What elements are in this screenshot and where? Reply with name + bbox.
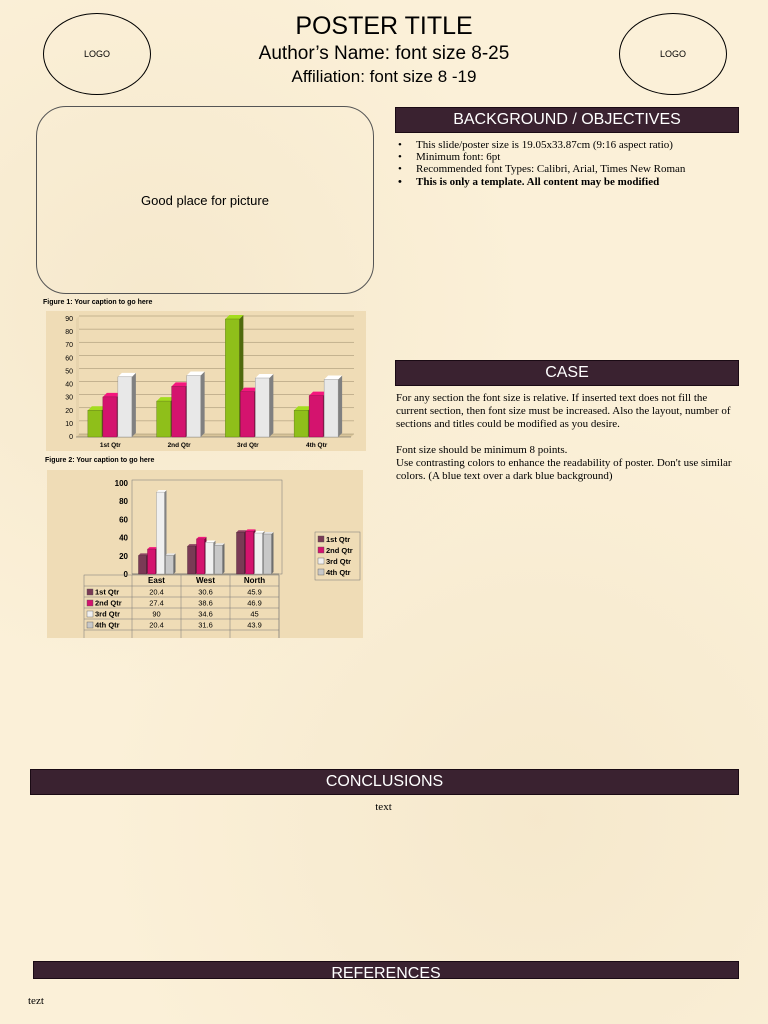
chart-data-label: 46.9 [247,598,262,608]
chart-legend-swatch [318,547,324,553]
chart-y-tick-label: 60 [65,355,73,363]
figure-2-caption: Figure 2: Your caption to go here [45,457,155,464]
background-header [395,107,739,133]
chart-y-tick-label: 40 [119,533,128,543]
chart-bar [246,531,254,574]
references-title: REFERENCES [331,965,441,979]
chart-bar [103,397,117,437]
chart-data-label: 27.4 [149,598,164,608]
chart-bar-side [223,543,225,574]
chart-y-tick-label: 80 [65,329,73,337]
chart-legend-swatch [318,536,324,542]
chart-y-tick-label: 70 [65,342,73,350]
chart-bar [172,386,186,437]
chart-x-tick-label: East [148,576,165,585]
chart-y-tick-label: 0 [123,570,128,579]
chart-bar [157,492,165,574]
chart-bar [166,555,174,574]
chart-bar [157,401,171,437]
chart-side-wall [76,316,79,437]
background-title: BACKGROUND / OBJECTIVES [453,111,681,128]
chart-bar-side [338,375,342,437]
chart-y-tick-label: 80 [119,497,128,507]
background-bullets [396,139,741,188]
poster-title: POSTER TITLE [295,12,473,40]
chart-data-label: 31.6 [198,620,213,630]
chart-y-tick-label: 50 [65,368,73,376]
chart-2-svg [47,470,363,638]
poster-header [160,10,608,88]
chart-y-tick-label: 20 [65,407,73,415]
logo-left-label: LOGO [83,49,110,59]
case-paragraph-1: For any section the font size is relative. If inserted text does not fill the current section, then font size must be increased. Also the layout, number of sections and titles could be modified as you desire. [396,392,731,430]
chart-legend-swatch [318,558,324,564]
figure-1-chart [46,311,366,451]
figure-2-chart [47,470,363,638]
bullet-item: • Recommended font Types: Calibri, Arial, Times New Roman [396,163,741,175]
chart-bar [188,546,196,574]
chart-bar [309,396,323,437]
chart-table-swatch [87,622,93,628]
chart-data-label: 38.6 [198,598,213,608]
chart-y-tick-label: 60 [119,515,128,525]
bullet-item: • This is only a template. All content may be modified [396,176,741,188]
case-body [396,392,741,483]
chart-bar-side [132,373,136,437]
chart-legend-label: 1st Qtr [326,535,351,544]
chart-legend-label: 4th Qtr [326,568,351,577]
chart-data-label: 34.6 [198,609,213,619]
chart-legend-label: 3rd Qtr [326,557,352,566]
chart-table-series-label: 1st Qtr [95,587,120,597]
chart-bar [139,555,147,574]
references-text: tezt [28,995,44,1007]
chart-bar-side [269,374,273,437]
chart-y-tick-label: 30 [65,394,73,402]
chart-bar [255,378,269,437]
chart-legend-swatch [318,569,324,575]
case-paragraph-2b: Use contrasting colors to enhance the readability of poster. Don't use similar colors. (A blue text over a dark blue background) [396,457,732,482]
references-header [33,961,739,979]
chart-table-swatch [87,611,93,617]
chart-data-label: 90 [152,609,161,619]
picture-placeholder [36,106,374,294]
conclusions-text: text [375,801,392,813]
chart-1-svg [46,311,366,451]
chart-bar [206,543,214,574]
chart-data-label: 43.9 [247,620,262,630]
case-title: CASE [545,364,589,381]
conclusions-header [30,769,739,795]
chart-data-label: 30.6 [198,587,213,597]
affiliation: Affiliation: font size 8 -19 [291,67,477,86]
conclusions-title: CONCLUSIONS [325,773,444,790]
chart-data-label: 45 [250,609,259,619]
chart-y-tick-label: 40 [65,381,73,389]
case-paragraph-2a: Font size should be minimum 8 points. [396,444,568,456]
chart-bar [294,410,308,437]
chart-bar-side [201,372,205,437]
bullet-item: • This slide/poster size is 19.05x33.87cm (9:16 aspect ratio) [396,139,741,151]
bullet-item: • Minimum font: 6pt [396,151,741,163]
chart-bar [197,539,205,574]
chart-bar [237,532,245,574]
chart-bar [324,379,338,437]
case-header [395,360,739,386]
chart-table-series-label: 4th Qtr [95,620,120,630]
chart-bar-side [272,532,274,574]
logo-right [619,13,727,95]
chart-data-label: 20.4 [149,587,164,597]
chart-x-tick-label: North [243,576,266,585]
chart-y-tick-label: 20 [119,551,128,561]
logo-left [43,13,151,95]
picture-placeholder-label: Good place for picture [141,192,269,208]
chart-bar [148,549,156,574]
chart-y-tick-label: 10 [65,420,73,428]
chart-bar-side [174,553,176,574]
chart-bar [118,377,132,437]
chart-data-label: 45.9 [247,587,262,597]
chart-bar [187,376,201,437]
chart-bar [88,410,102,437]
chart-table-series-label: 3rd Qtr [95,609,121,619]
chart-bar [255,533,263,574]
chart-bar [215,545,223,574]
author-name: Author’s Name: font size 8-25 [258,43,510,64]
chart-x-tick-label: 1st Qtr [99,442,121,449]
chart-table-swatch [87,589,93,595]
chart-y-tick-label: 0 [69,434,73,441]
chart-bar [264,534,272,574]
chart-table-swatch [87,600,93,606]
logo-right-label: LOGO [659,49,686,59]
chart-x-tick-label: 4th Qtr [305,442,328,449]
chart-x-tick-label: 3rd Qtr [237,442,259,449]
figure-1-caption: Figure 1: Your caption to go here [43,299,153,306]
chart-y-tick-label: 100 [114,479,128,488]
chart-x-tick-label: 2nd Qtr [167,442,191,449]
chart-x-tick-label: West [196,576,215,585]
chart-bar [225,319,239,437]
chart-data-label: 20.4 [149,620,164,630]
chart-legend-label: 2nd Qtr [326,546,353,555]
chart-table-series-label: 2nd Qtr [95,598,122,608]
chart-bar [240,392,254,437]
chart-y-tick-label: 90 [65,316,73,323]
